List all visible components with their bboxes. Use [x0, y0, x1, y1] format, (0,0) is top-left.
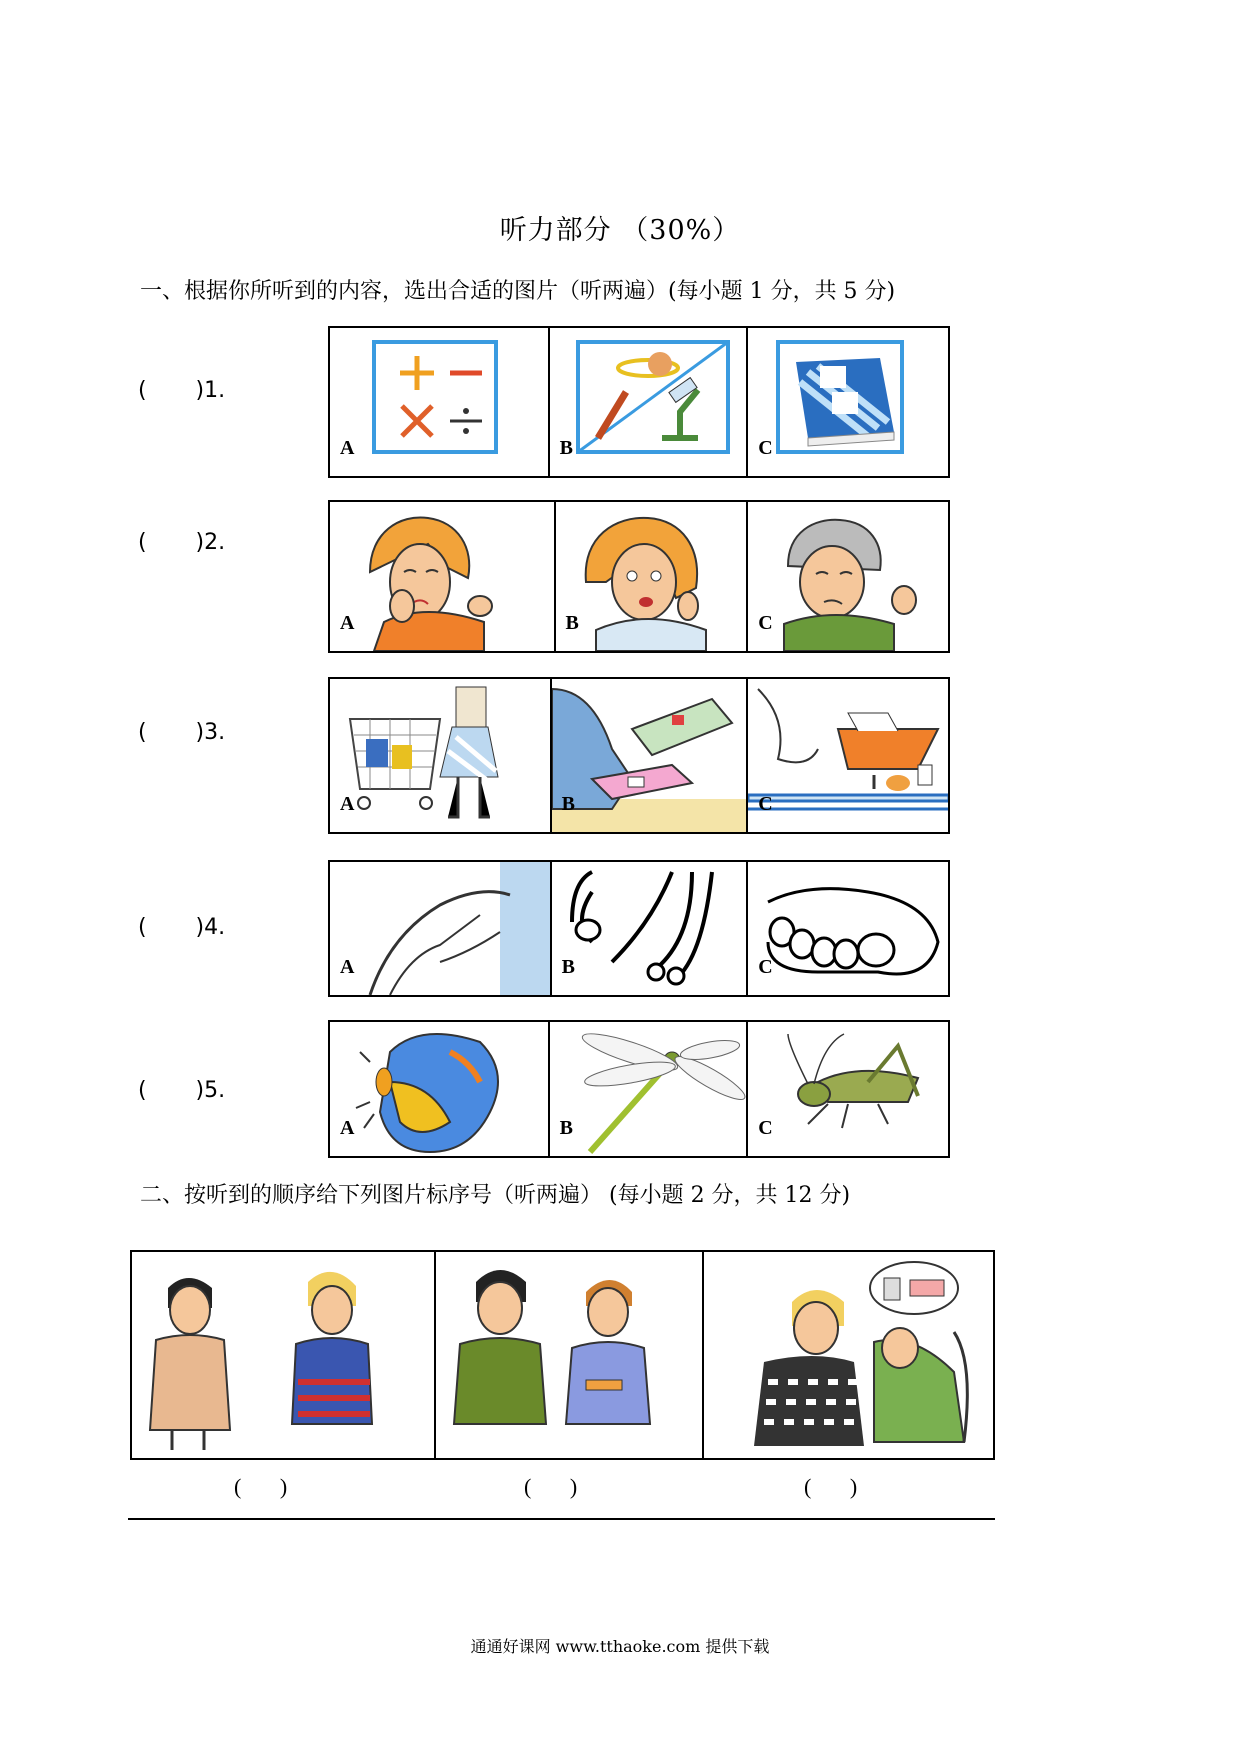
page-title: 听力部分 （30%）: [499, 215, 741, 246]
question-1-options: [328, 326, 950, 478]
option-4c[interactable]: [746, 862, 948, 995]
shopping-cart-icon: [330, 679, 550, 832]
option-3c[interactable]: [746, 679, 948, 832]
option-2b[interactable]: [554, 502, 747, 651]
option-4a-letter: A: [340, 956, 355, 978]
option-4c-letter: C: [758, 956, 773, 978]
option-1c-letter: C: [758, 437, 773, 459]
section1-heading: 一、根据你所听到的内容，选出合适的图片（听两遍）(每小题 1 分，共 5 分): [140, 279, 896, 304]
option-4b[interactable]: [550, 862, 747, 995]
option-3a-letter: A: [340, 793, 355, 815]
option-1b[interactable]: [548, 328, 747, 476]
section2-picture-3[interactable]: [702, 1252, 993, 1458]
option-2a-letter: A: [340, 612, 355, 634]
option-5b[interactable]: [548, 1022, 747, 1156]
answer-blank-3[interactable]: ( ): [804, 1474, 858, 1499]
option-4a[interactable]: [330, 862, 550, 995]
social-studies-book-icon: [748, 328, 948, 476]
question-5-label: ( )5.: [138, 1078, 226, 1103]
fingers-icon: [552, 862, 747, 995]
section2-heading: 二、按听到的顺序给下列图片标序号（听两遍） (每小题 2 分，共 12 分): [140, 1183, 851, 1208]
option-4b-letter: B: [561, 956, 575, 978]
question-4-label: ( )4.: [138, 915, 226, 940]
old-man-icon: [748, 502, 948, 651]
science-tools-icon: [550, 328, 747, 476]
option-5c[interactable]: [746, 1022, 948, 1156]
option-2b-letter: B: [565, 612, 579, 634]
option-2a[interactable]: [330, 502, 554, 651]
option-2c-letter: C: [758, 612, 773, 634]
question-4-options: [328, 860, 950, 997]
shirt-sleeve-icon: [330, 862, 550, 995]
option-2c[interactable]: [746, 502, 948, 651]
math-symbols-icon: [330, 328, 548, 476]
section2-picture-2[interactable]: [434, 1252, 703, 1458]
question-2-options: [328, 500, 950, 653]
toes-icon: [748, 862, 948, 995]
making-model-ship-icon: [748, 679, 948, 832]
mother-and-sick-child-icon: [704, 1252, 993, 1458]
question-3-label: ( )3.: [138, 720, 226, 745]
option-5b-letter: B: [559, 1117, 573, 1139]
butterfly-icon: [330, 1022, 548, 1156]
answer-blank-2[interactable]: ( ): [524, 1474, 578, 1499]
woman-worried-icon: [556, 502, 747, 651]
boy-checking-watch-icon: [436, 1252, 703, 1458]
option-5a-letter: A: [340, 1117, 355, 1139]
question-3-options: [328, 677, 950, 834]
option-3b[interactable]: [550, 679, 747, 832]
option-3b-letter: B: [561, 793, 575, 815]
option-5c-letter: C: [758, 1117, 773, 1139]
section2-picture-1[interactable]: [132, 1252, 434, 1458]
option-3a[interactable]: [330, 679, 550, 832]
section2-pictures: [130, 1250, 995, 1460]
option-5a[interactable]: [330, 1022, 548, 1156]
woman-toothache-icon: [330, 502, 554, 651]
footer-credit: 通通好课网 www.tthaoke.com 提供下载: [470, 1637, 770, 1656]
dragonfly-icon: [550, 1022, 747, 1156]
question-2-label: ( )2.: [138, 530, 226, 555]
two-boys-greeting-icon: [132, 1252, 434, 1458]
option-1c[interactable]: [746, 328, 948, 476]
option-3c-letter: C: [758, 793, 773, 815]
option-1a-letter: A: [340, 437, 355, 459]
question-1-label: ( )1.: [138, 378, 226, 403]
collecting-stamps-icon: [552, 679, 747, 832]
option-1b-letter: B: [559, 437, 573, 459]
option-1a[interactable]: [330, 328, 548, 476]
grasshopper-icon: [748, 1022, 948, 1156]
divider-line: [128, 1518, 995, 1520]
question-5-options: [328, 1020, 950, 1158]
answer-blank-1[interactable]: ( ): [234, 1474, 288, 1499]
